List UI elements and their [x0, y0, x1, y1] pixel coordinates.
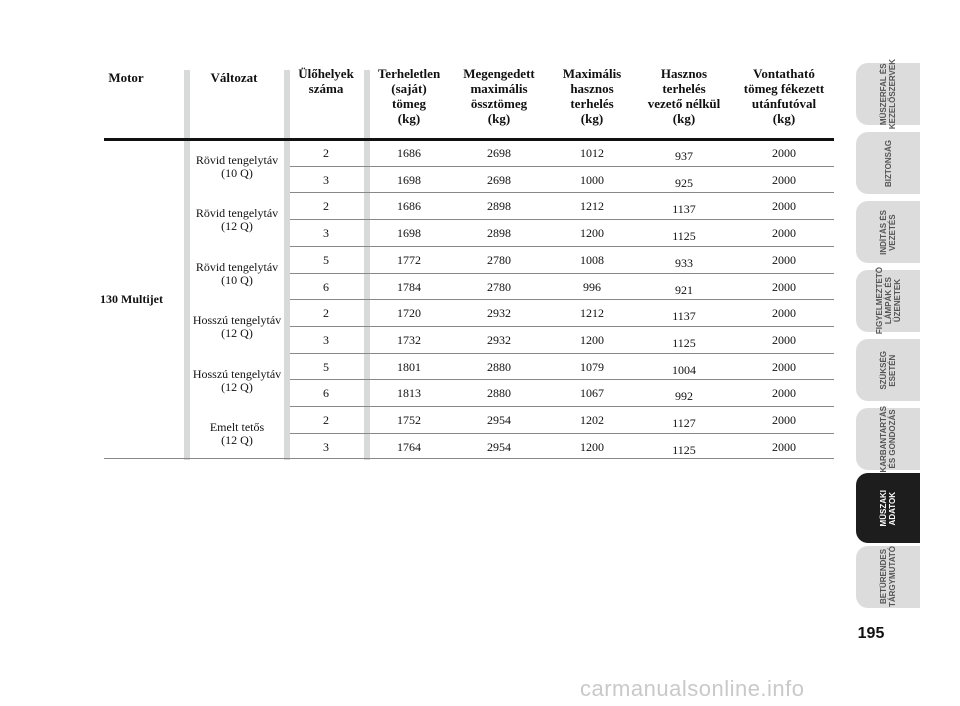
table-cell: 2000 — [772, 359, 796, 374]
header-line: Megengedett — [463, 66, 535, 81]
table-cell: 1732 — [397, 332, 421, 347]
variant-line: (12 Q) — [221, 219, 253, 234]
variant-label — [187, 368, 287, 394]
tab-2[interactable] — [856, 132, 920, 194]
row-divider — [290, 326, 834, 327]
variant-line: (12 Q) — [221, 379, 253, 394]
tab-label: BETŰRENDES TÁRGYMUTATÓ — [879, 546, 897, 608]
column-header — [634, 66, 734, 126]
table-cell: 2000 — [772, 172, 796, 187]
table-cell: 2 — [323, 306, 329, 321]
header-line: Ülőhelyek — [298, 66, 354, 81]
tab-1[interactable] — [856, 58, 920, 130]
column-separator — [364, 70, 370, 460]
column-header — [552, 66, 632, 126]
table-cell: 2954 — [487, 413, 511, 427]
tab-6[interactable] — [856, 405, 920, 473]
header-line: terhelés — [662, 81, 706, 96]
table-cell: 1720 — [397, 306, 421, 321]
header-line: Vontatható — [753, 66, 815, 81]
column-header — [189, 70, 279, 85]
table-cell: 1772 — [397, 252, 421, 267]
table-bottom-rule — [104, 458, 834, 459]
table-cell: 933 — [675, 255, 693, 270]
variant-line: Hosszú tengelytáv — [192, 313, 282, 328]
tab-3[interactable] — [856, 201, 920, 263]
table-cell: 1813 — [397, 386, 421, 401]
table-cell: 2000 — [772, 306, 796, 321]
variant-line: Rövid tengelytáv — [195, 153, 279, 167]
header-rule — [104, 138, 834, 141]
page-number: 195 — [857, 625, 885, 642]
table-cell: 1212 — [580, 199, 604, 214]
tab-label: INDÍTÁS ÉS VEZETÉS — [879, 209, 897, 255]
table-cell: 1200 — [580, 439, 604, 454]
table-cell: 2932 — [487, 306, 511, 321]
header-line: vezető nélkül — [647, 96, 721, 111]
row-divider — [290, 406, 834, 407]
motor-label: 130 Multijet — [100, 292, 163, 306]
column-header — [729, 66, 839, 126]
table-cell: 1125 — [672, 442, 696, 457]
table-cell: 1801 — [397, 359, 421, 374]
table-cell: 1212 — [580, 306, 604, 321]
table-cell: 3 — [323, 332, 329, 347]
row-divider — [290, 166, 834, 167]
table-cell: 2000 — [772, 332, 796, 347]
table-cell: 2000 — [772, 199, 796, 214]
row-divider — [290, 353, 834, 354]
header-line: Motor — [108, 70, 144, 85]
table-cell: 1008 — [580, 252, 604, 267]
table-cell: 6 — [323, 386, 329, 401]
tab-7[interactable] — [856, 473, 920, 543]
table-cell: 996 — [583, 279, 601, 294]
table-cell: 2000 — [772, 413, 796, 427]
table-cell: 2 — [323, 413, 329, 427]
table-cell: 1698 — [397, 172, 421, 187]
table-cell: 2898 — [487, 199, 511, 214]
variant-label — [187, 207, 287, 233]
variant-label — [187, 261, 287, 287]
table-cell: 2000 — [772, 226, 796, 241]
variant-line: (10 Q) — [221, 166, 253, 180]
variant-line: Hosszú tengelytáv — [192, 366, 282, 381]
table-cell: 3 — [323, 226, 329, 241]
row-divider — [290, 299, 834, 300]
table-cell: 1764 — [397, 439, 421, 454]
table-cell: 1200 — [580, 332, 604, 347]
tab-8[interactable] — [856, 546, 920, 608]
table-cell: 1004 — [672, 362, 696, 377]
variant-line: (12 Q) — [221, 326, 253, 341]
tab-label: KARBANTARTÁS ÉS GONDOZÁS — [879, 405, 897, 473]
header-line: (kg) — [772, 111, 796, 126]
variant-label — [187, 421, 287, 447]
variant-line: Rövid tengelytáv — [195, 259, 279, 274]
variant-line: Emelt tetős — [209, 420, 265, 434]
column-header — [286, 66, 366, 96]
table-cell: 2000 — [772, 252, 796, 267]
header-line: (saját) — [391, 81, 427, 96]
variant-line: Rövid tengelytáv — [195, 206, 279, 221]
tab-4[interactable] — [856, 267, 920, 335]
column-header — [369, 66, 449, 126]
table-cell: 1125 — [672, 335, 696, 350]
tab-label: FIGYELMEZTETŐ LÁMPÁK ÉS ÜZENETEK — [874, 267, 902, 335]
header-line: száma — [308, 81, 344, 96]
column-header — [454, 66, 544, 126]
header-line: (kg) — [487, 111, 511, 126]
table-cell: 1079 — [580, 359, 604, 374]
row-divider — [290, 192, 834, 193]
watermark: carmanualsonline.info — [580, 676, 805, 701]
variant-line: (12 Q) — [221, 433, 253, 447]
table-cell: 1125 — [672, 229, 696, 244]
header-line: Változat — [210, 70, 258, 85]
table-cell: 1137 — [672, 202, 696, 217]
row-divider — [290, 433, 834, 434]
table-cell: 2780 — [487, 252, 511, 267]
header-line: (kg) — [397, 111, 421, 126]
table-cell: 2 — [323, 199, 329, 214]
header-line: össztömeg — [470, 96, 528, 111]
table-cell: 2880 — [487, 359, 511, 374]
tab-5[interactable] — [856, 339, 920, 401]
column-header — [96, 70, 156, 85]
table-cell: 1137 — [672, 309, 696, 324]
table-cell: 921 — [675, 282, 693, 297]
table-cell: 2698 — [487, 146, 511, 160]
table-cell: 2000 — [772, 146, 796, 160]
table-cell: 2 — [323, 146, 329, 160]
table-cell: 6 — [323, 279, 329, 294]
table-cell: 992 — [675, 389, 693, 404]
table-cell: 1000 — [580, 172, 604, 187]
table-cell: 3 — [323, 439, 329, 454]
row-divider — [290, 246, 834, 247]
table-cell: 1127 — [672, 416, 696, 430]
header-line: maximális — [470, 81, 528, 96]
variant-label — [187, 314, 287, 340]
header-line: tömeg — [392, 96, 426, 111]
table-cell: 2000 — [772, 386, 796, 401]
tab-label: SZÜKSÉG ESETÉN — [879, 350, 897, 390]
table-cell: 1752 — [397, 413, 421, 427]
table-cell: 3 — [323, 172, 329, 187]
table-cell: 1067 — [580, 386, 604, 401]
variant-label — [187, 154, 287, 180]
row-divider — [290, 379, 834, 380]
table-cell: 1686 — [397, 199, 421, 214]
header-line: terhelés — [570, 96, 614, 111]
table-cell: 937 — [675, 149, 693, 163]
header-line: tömeg fékezett — [743, 81, 825, 96]
tab-label: BIZTONSÁG — [883, 139, 893, 187]
header-line: Maximális — [562, 66, 622, 81]
table-cell: 1012 — [580, 146, 604, 160]
table-cell: 5 — [323, 359, 329, 374]
table-cell: 1686 — [397, 146, 421, 160]
variant-line: (10 Q) — [221, 272, 253, 287]
table-cell: 2780 — [487, 279, 511, 294]
table-cell: 1784 — [397, 279, 421, 294]
table-cell: 1202 — [580, 413, 604, 427]
table-cell: 2000 — [772, 279, 796, 294]
tab-label: MŰSZERFAL ÉS KEZELŐSZERVEK — [879, 58, 897, 130]
table-cell: 5 — [323, 252, 329, 267]
header-line: Terheletlen — [377, 66, 441, 81]
table-cell: 2932 — [487, 332, 511, 347]
table-cell: 2000 — [772, 439, 796, 454]
table-cell: 1698 — [397, 226, 421, 241]
row-divider — [290, 273, 834, 274]
table-cell: 2954 — [487, 439, 511, 454]
header-line: (kg) — [672, 111, 696, 126]
table-cell: 925 — [675, 175, 693, 190]
table-cell: 2880 — [487, 386, 511, 401]
header-line: Hasznos — [660, 66, 708, 81]
header-line: hasznos — [570, 81, 614, 96]
header-line: utánfutóval — [751, 96, 817, 111]
tab-label: MŰSZAKI ADATOK — [879, 489, 897, 527]
table-cell: 1200 — [580, 226, 604, 241]
table-cell: 2698 — [487, 172, 511, 187]
table-cell: 2898 — [487, 226, 511, 241]
header-line: (kg) — [580, 111, 604, 126]
row-divider — [290, 219, 834, 220]
